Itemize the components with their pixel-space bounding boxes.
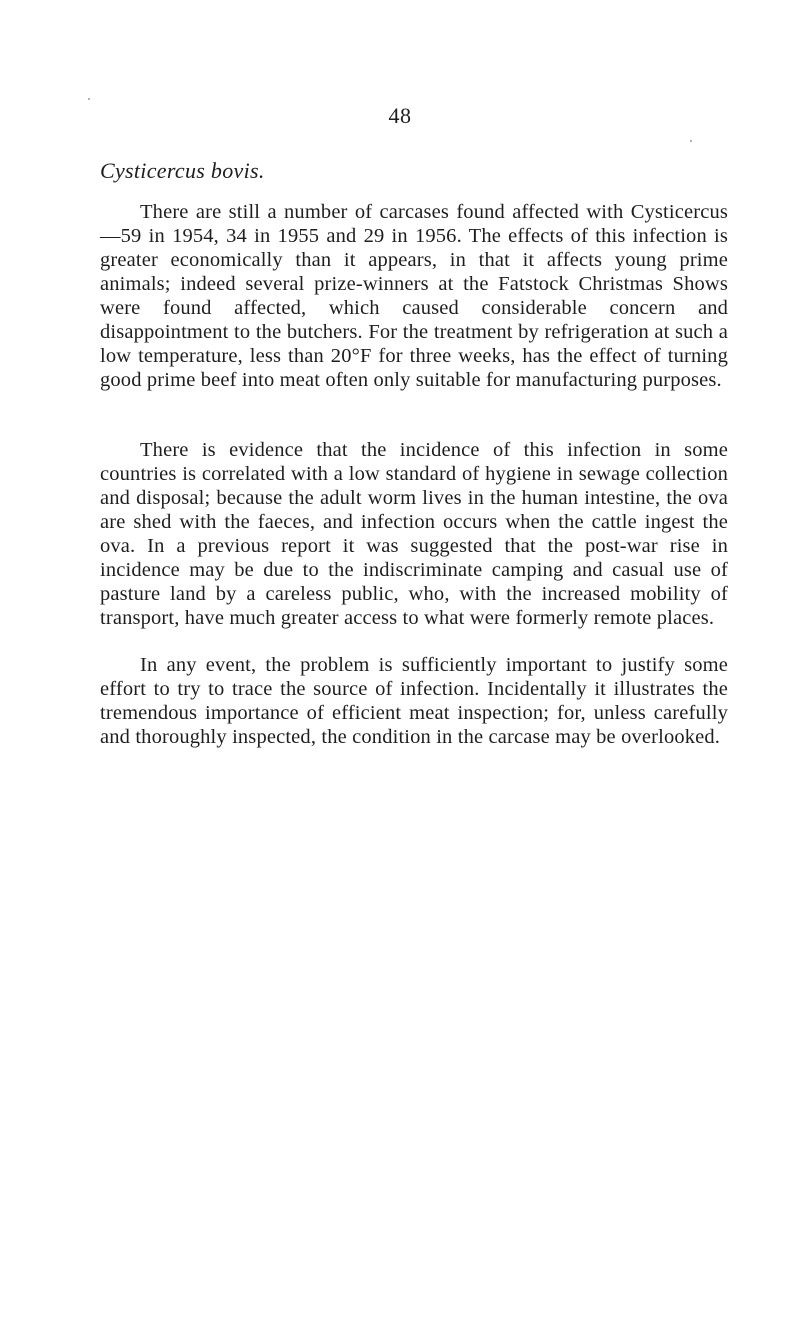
section-heading: Cysticercus bovis. — [100, 158, 265, 183]
paragraph: There are still a number of carcases found affected with Cysticercus—59 in 1954, 34 in 1955 and 29 in 1956. The effects of this infection is greater economically than it appears, in that it affects young prime animals; indeed several prize-winners at the Fatstock Christmas Shows were found affected, which caused considerable concern and disappointment to the butchers. For the treatment by refrigeration at such a low temperature, less than 20°F for three weeks, has the effect of turning good prime beef into meat often only suitable for manufacturing purposes. — [100, 201, 728, 391]
paragraph: In any event, the problem is sufficiently important to justify some effort to try to trace the source of infection. Incidentally it illustrates the tremendous importance of efficient meat inspection; for, unless carefully and thoroughly inspected, the condition in the carcase may be overlooked. — [100, 654, 728, 748]
page-number: 48 — [388, 103, 412, 128]
scan-speck — [690, 140, 692, 142]
paragraph: There is evidence that the incidence of this infection in some countries is correlated with a low standard of hygiene in sewage collection and disposal; because the adult worm lives in the human intestine, the ova are shed with the faeces, and infection occurs when the cattle ingest the ova. In a previous report it was suggested that the post-war rise in incidence may be due to the indiscriminate camping and casual use of pasture land by a careless public, who, with the increased mobility of transport, have much greater access to what were formerly remote places. — [100, 439, 728, 629]
scan-speck — [88, 98, 90, 100]
